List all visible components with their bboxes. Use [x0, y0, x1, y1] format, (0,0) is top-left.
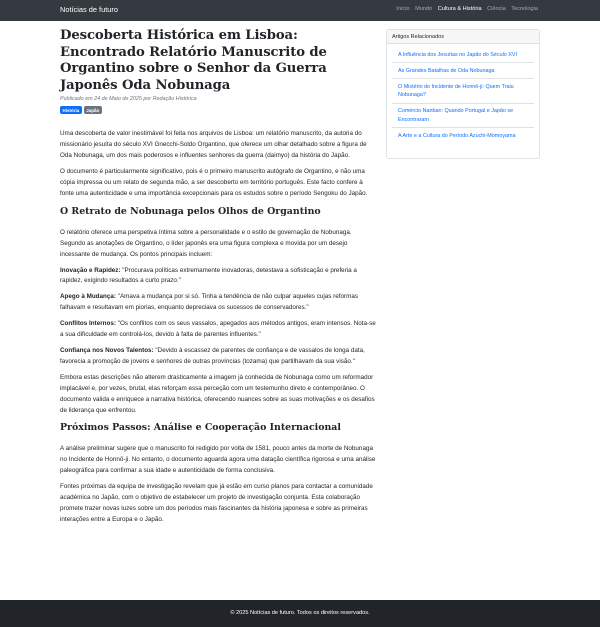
nav-link-mundo[interactable]: Mundo	[415, 6, 433, 12]
related-article-link[interactable]: As Grandes Batalhas de Oda Nobunaga	[392, 63, 534, 79]
point-label: Confiança nos Novos Talentos:	[60, 346, 154, 354]
article-title: Descoberta Histórica em Lisboa: Encontrado Relatório Manuscrito de Organtino sobre o Senhor da Guerra Japonês Oda Nobunaga	[60, 28, 327, 93]
point-text: "Os conflitos com os seus vassalos, apegados aos métodos antigos, eram intensos. Nota-se a sua dificuldade em controlá-los, devido à falta de parentes influentes."	[60, 320, 376, 339]
nav-link-ciencia[interactable]: Ciência	[487, 6, 506, 12]
article-body	[60, 129, 376, 525]
article	[60, 28, 376, 531]
point-text: "Devido à escassez de parentes de confiança e de vassalos de longa data, favorecia a promoção de jovens e senhores de outras províncias (tozama) que partilhavam da sua visão."	[60, 346, 365, 365]
related-article-link[interactable]: O Mistério do Incidente de Honnō-ji: Quem Traiu Nobunaga?	[392, 79, 534, 103]
footer	[0, 600, 600, 627]
point-text: "Amava a mudança por si só. Tinha a tendência de não culpar aqueles cujas reformas falhavam e resultavam em piorias, enquanto depreciava os sucessos de conservadores."	[60, 293, 358, 312]
section-heading: Próximos Passos: Análise e Cooperação Internacional	[60, 422, 341, 434]
nav-link-cultura-historia[interactable]: Cultura & História	[437, 6, 482, 12]
paragraph: Embora estas descrições não alterem drasticamente a imagem já conhecida de Nobunaga como um reformador implacável e, por vezes, brutal, elas reforçam essa perceção com um testemunho direto e contemporâneo. O documento valida e enriquece a narrativa histórica, oferecendo nuances sobre as suas motivações e os desafios de liderança que enfrentou.	[60, 373, 375, 414]
related-article-link[interactable]: A Arte e a Cultura do Período Azuchi-Momoyama	[398, 132, 516, 139]
paragraph: O relatório oferece uma perspetiva íntima sobre a personalidade e o estilo de governação de Nobunaga. Segundo as anotações de Organtino, o líder japonês era uma figura complexa e movida por um desejo incessante de mudança. Os pontos principais incluem:	[60, 228, 352, 258]
brand-logo[interactable]: Notícias de futuro	[60, 5, 118, 14]
related-article-link[interactable]: A Influência dos Jesuítas no Japão do Século XVI	[392, 47, 534, 63]
nav-links	[396, 6, 538, 12]
point-label: Inovação e Rapidez:	[60, 266, 121, 274]
footer-copyright: © 2025 Notícias de futuro. Todos os direitos reservados.	[230, 610, 370, 616]
point-label: Conflitos Internos:	[60, 320, 116, 328]
article-tags	[60, 106, 376, 114]
tag-badge: Japão	[84, 106, 102, 114]
point-item	[60, 266, 376, 288]
point-item	[60, 319, 376, 341]
paragraph: A análise preliminar sugere que o manuscrito foi redigido por volta de 1581, pouco antes da morte de Nobunaga no Incidente de Honnō-ji. No entanto, o documento aguarda agora uma datação científica rigorosa e uma análise paleográfica para confirmar a sua idade e autenticidade de forma conclusiva.	[60, 445, 376, 475]
related-articles-card	[386, 29, 540, 159]
paragraph: O documento é particularmente significativo, pois é o primeiro manuscrito autógrafo de Organtino, e não uma cópia impressa ou um relato de segunda mão, a ser descoberto em território português. Este facto confere à fonte uma autenticidade e uma importância excepcionais para os estudos sobre o período Sengoku do Japão.	[60, 168, 368, 197]
point-item	[60, 346, 376, 368]
nav-link-inicio[interactable]: Início	[396, 6, 410, 12]
tag-badge: História	[60, 106, 82, 114]
point-text: "Procurava políticas extremamente inovadoras, detestava a sofisticação e preferia a rapidez, exigindo resultados a curto prazo."	[60, 266, 357, 285]
related-articles-list	[387, 44, 539, 143]
article-meta: Publicado em 24 de Maio de 2025 por Redação Histórica	[60, 96, 197, 103]
paragraph: Uma descoberta de valor inestimável foi feita nos arquivos de Lisboa: um relatório manuscrito, da autoria do missionário jesuíta do século XVI Gnecchi-Soldo Organtino, que oferece um olhar detalhado sobre a figura de Oda Nobunaga, um dos mais poderosos e influentes senhores da guerra (daimyo) da história do Japão.	[60, 130, 367, 160]
nav-link-tecnologia[interactable]: Tecnologia	[511, 6, 538, 12]
point-label: Apego à Mudança:	[60, 293, 116, 301]
related-article-link[interactable]: Comércio Nanban: Quando Portugal e Japão se Encontraram	[392, 104, 534, 128]
section-heading: O Retrato de Nobunaga pelos Olhos de Organtino	[60, 205, 321, 217]
navbar	[0, 0, 600, 21]
point-item	[60, 292, 376, 314]
related-articles-heading: Artigos Relacionados	[387, 30, 539, 44]
paragraph: Fontes próximas da equipa de investigação revelam que já estão em curso planos para contactar a comunidade académica no Japão, com o objetivo de estabelecer um projeto de investigação conjunta. Esta colaboração promete trazer novas luzes sobre um dos períodos mais fascinantes da história japonesa e sobre as primeiras interações entre a Europa e o Japão.	[60, 483, 373, 523]
